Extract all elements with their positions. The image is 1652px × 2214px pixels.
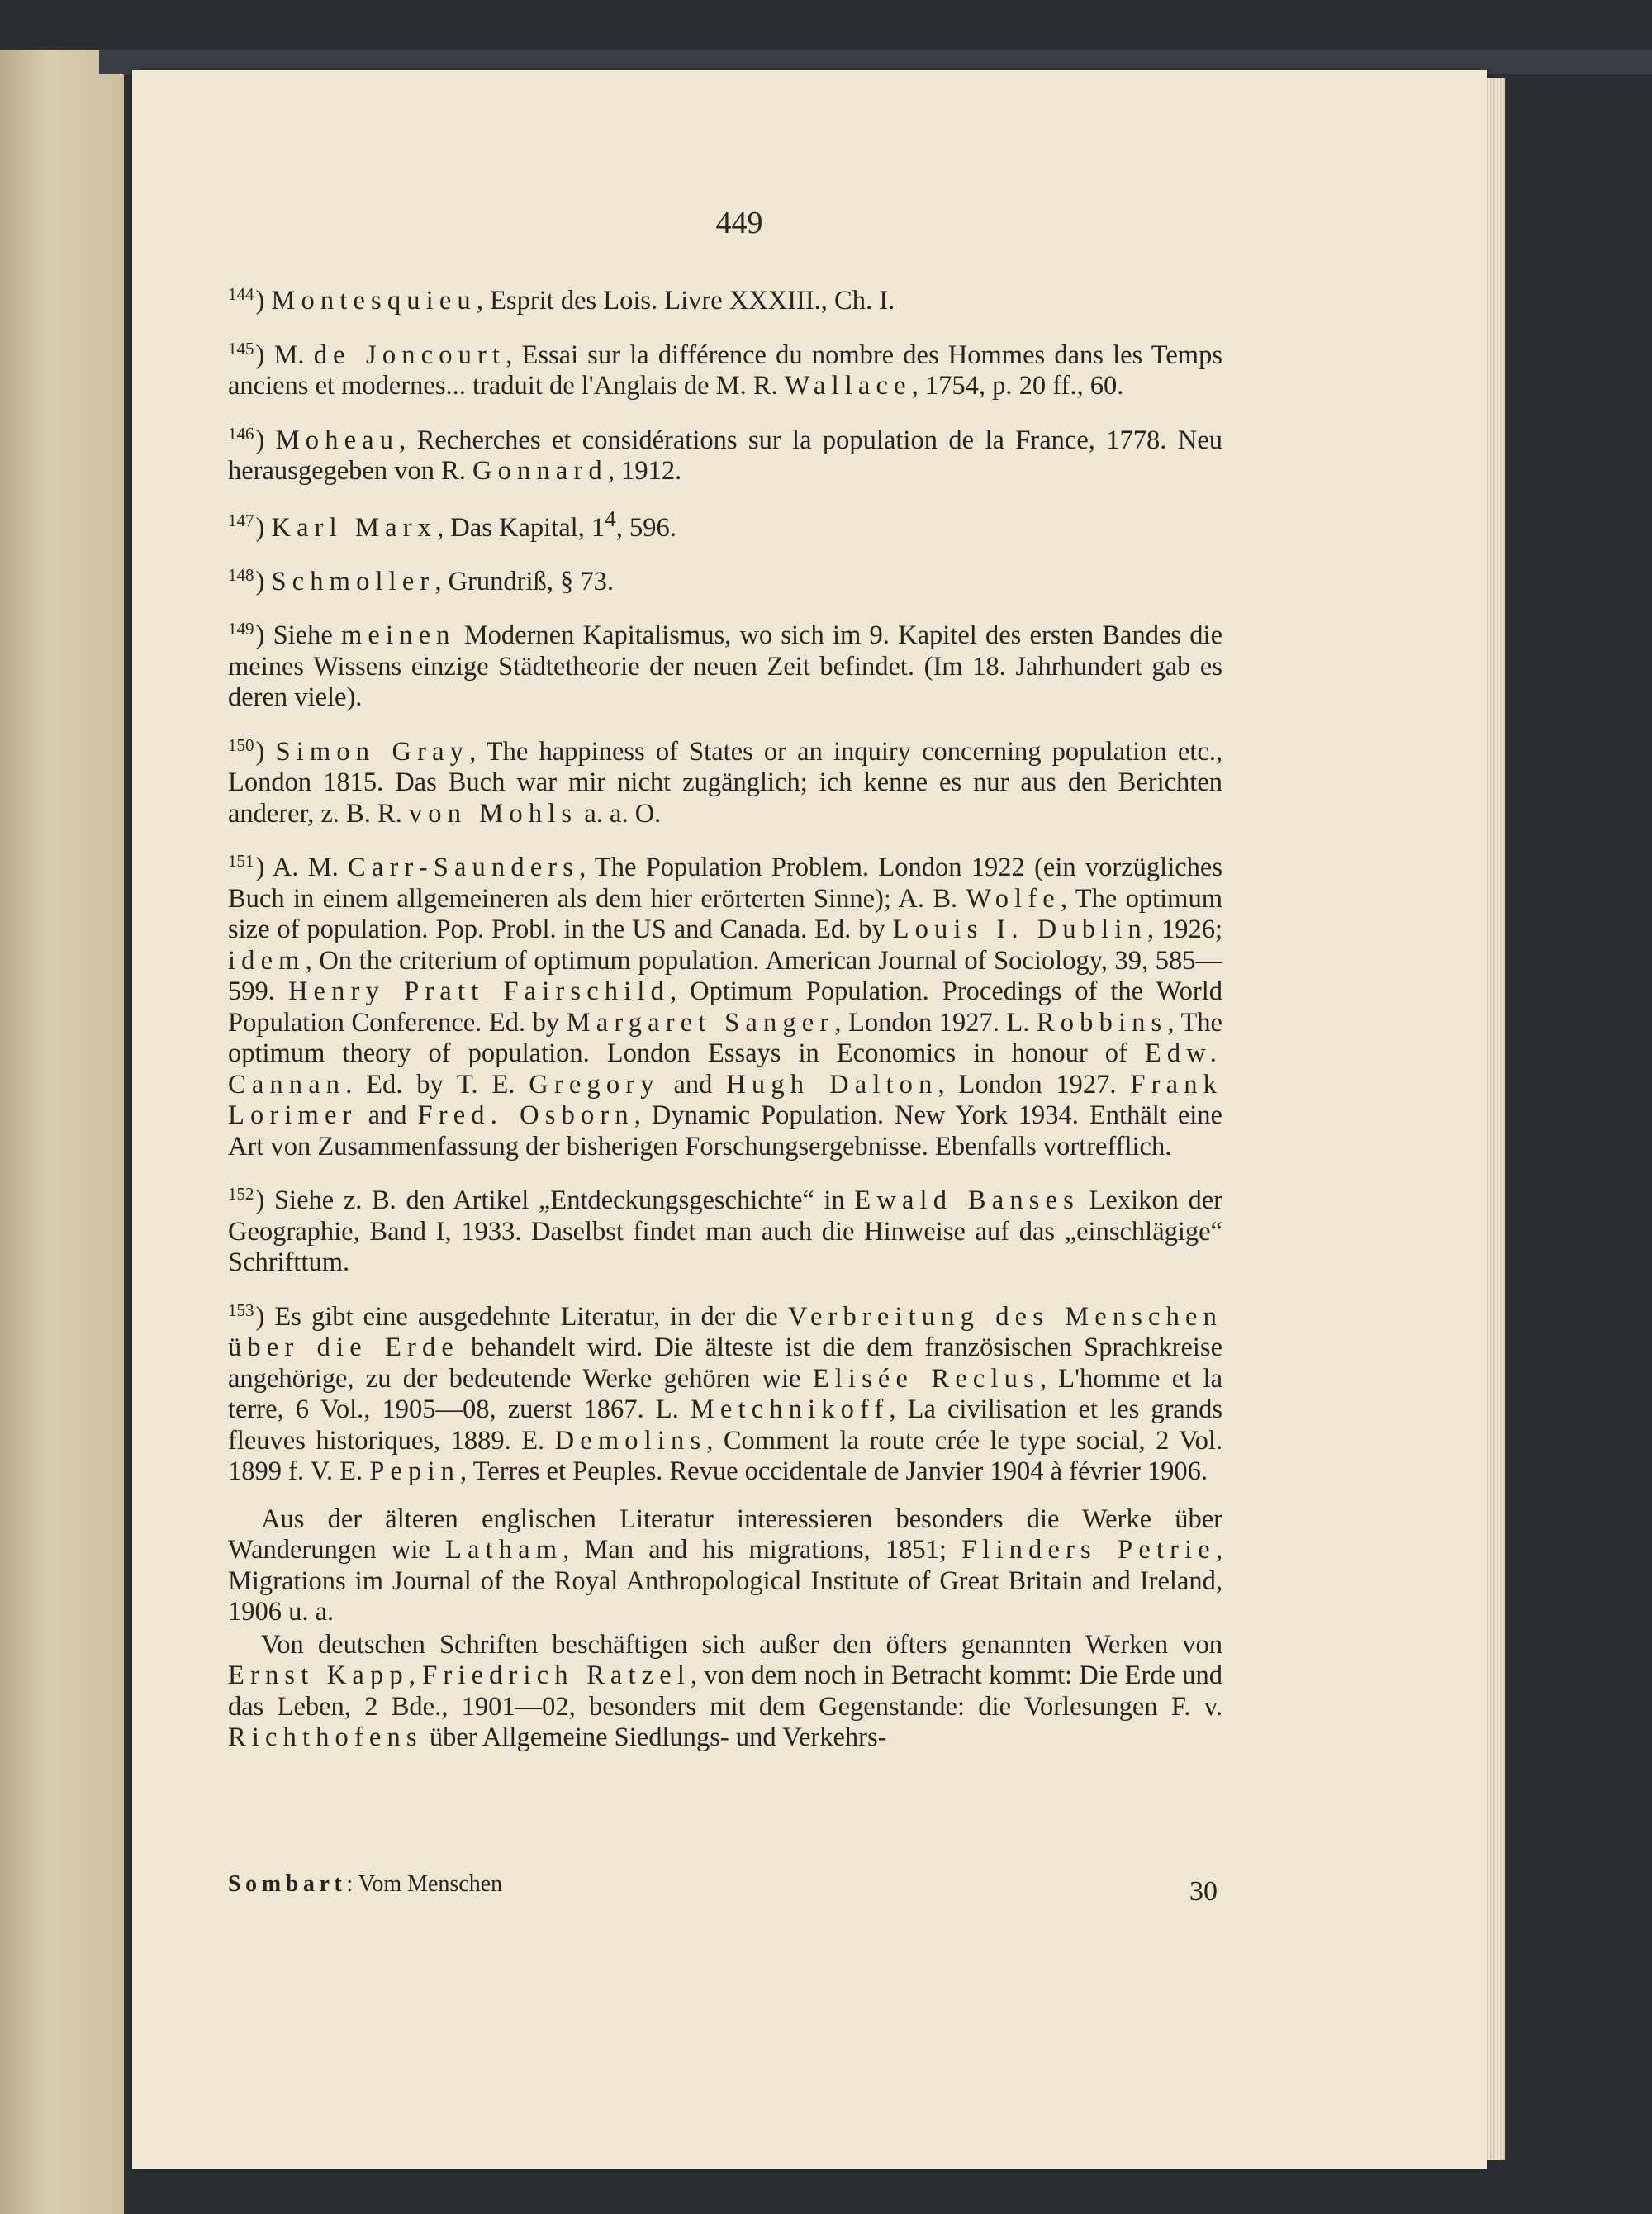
footnote <box>228 504 1222 544</box>
footnote-paren: ) <box>255 340 274 370</box>
note-text: Aus der älteren englischen Literatur interessieren besonders die Werke über Wanderungen wie <box>228 1504 1222 1565</box>
footnote <box>228 614 1222 714</box>
spaced-name: von Mohls <box>408 798 578 829</box>
spaced-name: Gregory <box>529 1069 660 1100</box>
note-text: , La civilisation et les grands fleuves historiques, 1889. E. <box>228 1394 1222 1456</box>
note-text: , London 1927. L. <box>834 1007 1037 1038</box>
footnote <box>228 279 1222 317</box>
note-text: Es gibt eine ausgedehnte Literatur, in der die <box>274 1301 788 1332</box>
spaced-name: Ernst Kapp <box>228 1660 409 1691</box>
note-text: 4 <box>605 506 616 531</box>
note-text: , The happiness of States or an inquiry concerning population etc., London 1815. Das Buch war mir nicht zugänglich; ich kenne es nur aus den Berichten anderer, z. B. R. <box>228 736 1222 829</box>
continuation-paragraph <box>228 1630 1222 1754</box>
footnote-paren: ) <box>255 736 276 767</box>
footnote-number: 150 <box>228 734 254 755</box>
note-text: Modernen Kapitalismus, wo sich im 9. Kapitel des ersten Bandes die meines Wissens einzige Städtetheorie der neuen Zeit befindet. (Im 18. Jahrhundert gab es deren viele). <box>228 620 1222 713</box>
note-text: , The Population Problem. London 1922 (ein vorzügliches Buch in einem allgemeineren als dem hier erörterten Sinne); A. B. <box>228 853 1222 914</box>
note-text: , Dynamic Population. New York 1934. Enthält eine Art von Zusammenfassung der bisherigen Forschungsergebnisse. Ebenfalls vortrefflich. <box>228 1100 1222 1162</box>
note-text: , 1926; <box>1146 915 1222 945</box>
note-text: , <box>408 1660 423 1691</box>
note-text: , 1754, p. 20 ff., 60. <box>911 371 1124 401</box>
spaced-name: Gonnard <box>472 456 608 486</box>
footnote-paren: ) <box>255 512 272 543</box>
page-block-edge <box>1487 78 1505 2160</box>
footer-separator: : <box>346 1871 358 1897</box>
footnote <box>228 1179 1222 1279</box>
note-text: and <box>659 1069 727 1100</box>
spaced-name: de Joncourt <box>313 340 506 370</box>
footnotes-body <box>228 279 1222 1756</box>
note-text: , Esprit des Lois. Livre XXXIII., Ch. I. <box>476 286 895 316</box>
footnote-paren: ) <box>255 286 272 316</box>
note-text: , Terres et Peuples. Revue occidentale de Janvier 1904 à février 1906. <box>460 1456 1208 1487</box>
note-text: , Man and his migrations, 1851; <box>563 1535 962 1565</box>
spaced-name: Edw. Cannan <box>228 1038 1222 1100</box>
spaced-name: meinen <box>341 620 456 651</box>
spaced-name: Schmoller <box>271 566 435 596</box>
note-text: and <box>357 1100 418 1131</box>
page-footer <box>228 1871 1222 1912</box>
page-number: 449 <box>715 206 763 240</box>
footnote-number: 148 <box>228 564 254 585</box>
spaced-name: Fred. Osborn <box>417 1100 634 1131</box>
footnote-number: 153 <box>228 1299 254 1320</box>
spaced-name: Frank Lorimer <box>228 1069 1222 1131</box>
note-text: Von deutschen Schriften beschäftigen sich außer den öfters genannten Werken von <box>261 1629 1222 1660</box>
note-text: , The optimum theory of population. London Essays in Economics in honour of <box>228 1007 1222 1069</box>
note-text: , On the criterium of optimum population. American Journal of Sociology, 39, 585—599. <box>228 945 1222 1007</box>
note-text: , Das Kapital, 1 <box>437 512 605 543</box>
spaced-name: Moheau <box>275 425 400 455</box>
note-text: Lexikon der Geographie, Band I, 1933. Daselbst findet man auch die Hinweise auf das „einschlägige“ Schrifttum. <box>228 1185 1222 1278</box>
continuation-paragraph <box>228 1504 1222 1628</box>
spaced-name: Carr-Saunders <box>348 853 580 883</box>
footnote-paren: ) <box>255 1185 274 1216</box>
spaced-name: Margaret Sanger <box>566 1007 835 1038</box>
note-text: A. M. <box>272 853 349 883</box>
spaced-name: Pepin <box>369 1456 461 1487</box>
spaced-name: Verbreitung des Menschen über die Erde <box>228 1301 1223 1363</box>
footnote-paren: ) <box>255 566 272 596</box>
footnote-paren: ) <box>255 1301 275 1332</box>
note-text: , Comment la route crée le type social, 2 Vol. 1899 f. V. E. <box>228 1425 1222 1487</box>
footnote-paren: ) <box>255 620 273 651</box>
footer-author: Sombart <box>228 1871 347 1897</box>
footnote-paren: ) <box>255 425 276 455</box>
note-text: , London 1927. <box>938 1069 1131 1100</box>
footnote-number: 147 <box>228 511 254 531</box>
note-text: , L'homme et la terre, 6 Vol., 1905—08, zuerst 1867. L. <box>228 1363 1222 1425</box>
spaced-name: Simon Gray <box>275 736 470 767</box>
footnote <box>228 846 1222 1162</box>
footnote-number: 149 <box>228 619 254 639</box>
note-text: , Recherches et considérations sur la population de la France, 1778. Neu herausgegeben von R. <box>228 425 1222 486</box>
footnote-number: 146 <box>228 423 254 444</box>
spaced-name: Karl Marx <box>271 512 438 543</box>
note-text: , Grundriß, § 73. <box>434 566 615 596</box>
note-text: über Allgemeine Siedlungs- und Verkehrs- <box>422 1722 887 1753</box>
footnote-number: 145 <box>228 338 254 359</box>
spaced-name: Henry Pratt Fairschild <box>287 976 670 1007</box>
footnote <box>228 1295 1222 1488</box>
spaced-name: Friedrich Ratzel <box>422 1660 691 1691</box>
footnote <box>228 334 1222 402</box>
spaced-name: Robbins <box>1036 1007 1168 1038</box>
note-text: , The optimum size of population. Pop. Probl. in the US and Canada. Ed. by <box>228 883 1222 945</box>
note-text: , 596. <box>615 512 676 543</box>
note-text: Siehe <box>273 620 341 651</box>
footnote-paren: ) <box>255 853 273 883</box>
spaced-name: Wolfe <box>966 883 1061 914</box>
note-text: , 1912. <box>607 456 682 486</box>
note-text: M. <box>273 340 314 370</box>
note-text: , Migrations im Journal of the Royal Anthropological Institute of Great Britain and Ireland, 1906 u. a. <box>228 1535 1222 1627</box>
footnote <box>228 560 1222 598</box>
footnote-number: 144 <box>228 284 254 304</box>
footer-title: Vom Menschen <box>358 1871 503 1897</box>
spaced-name: Elisée Reclus <box>812 1363 1040 1394</box>
spaced-name: Flinders Petrie <box>961 1535 1216 1565</box>
note-text: , Optimum Population. Procedings of the World Population Conference. Ed. by <box>228 976 1222 1038</box>
spaced-name: Louis I. Dublin <box>892 915 1147 945</box>
spaced-name: Richthofens <box>228 1722 423 1753</box>
note-text: behandelt wird. Die älteste ist die dem französischen Sprachkreise angehörige, zu der bedeutende Werke gehören wie <box>228 1333 1222 1394</box>
note-text: , von dem noch in Betracht kommt: Die Erde und das Leben, 2 Bde., 1901—02, besonders mit dem Gegenstande: die Vorlesungen F. v. <box>228 1660 1223 1722</box>
footnote <box>228 730 1222 830</box>
note-text: . Ed. by T. E. <box>345 1069 529 1100</box>
spaced-name: Demolins <box>554 1425 707 1456</box>
note-text: , Essai sur la différence du nombre des Hommes dans les Temps anciens et modernes... traduit de l'Anglais de M. R. <box>228 340 1222 401</box>
spaced-name: Ewald Banses <box>854 1185 1080 1216</box>
spaced-name: Hugh Dalton <box>726 1069 938 1100</box>
facing-page-edge <box>0 50 124 2214</box>
footnote-number: 151 <box>228 851 254 872</box>
note-text: a. a. O. <box>577 798 662 829</box>
spaced-name: Montesquieu <box>271 286 477 316</box>
spaced-name: Wallace <box>784 371 912 401</box>
signature-mark: 30 <box>1189 1876 1218 1907</box>
footnote <box>228 419 1222 487</box>
spaced-name: Metchnikoff <box>690 1394 890 1425</box>
spaced-name: Latham <box>445 1535 563 1565</box>
footnote-number: 152 <box>228 1184 254 1204</box>
spaced-name: idem <box>228 945 306 976</box>
note-text: Siehe z. B. den Artikel „Entdeckungsgeschichte“ in <box>273 1185 855 1216</box>
